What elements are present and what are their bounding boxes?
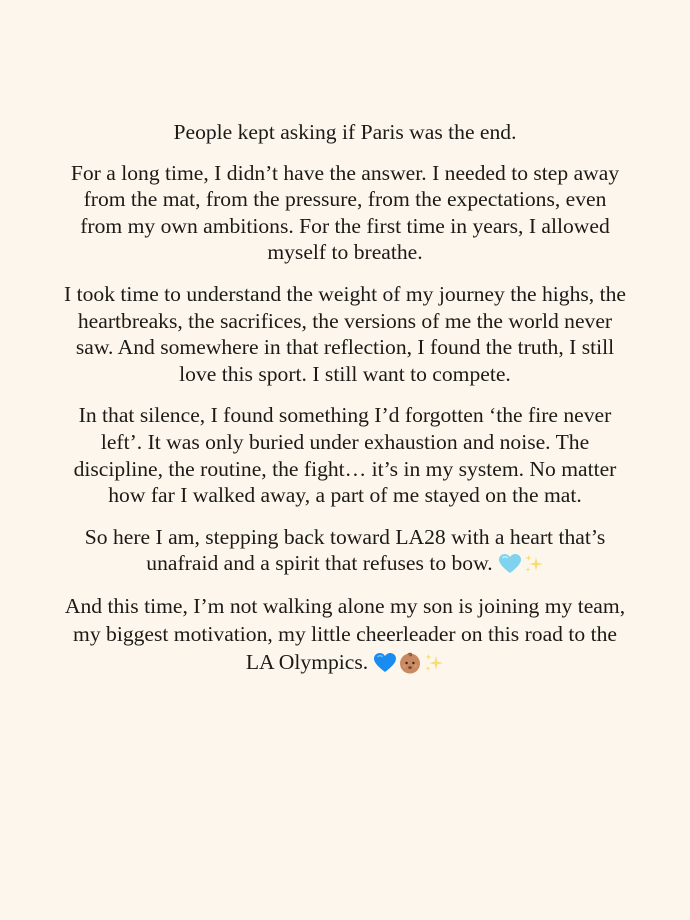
- paragraph-6-emojis: [372, 652, 444, 674]
- paragraph-3-text: I took time to understand the weight of my journey the highs, the heartbreaks, the sacrifices, the versions of me the world never saw. And somewhere in that reflection, I found the truth, I still love this sport. I still want to compete.: [64, 281, 626, 386]
- light-blue-heart-icon: [499, 554, 521, 574]
- paragraph-5-text: So here I am, stepping back toward LA28 with a heart that’s unafraid and a spirit that refuses to bow.: [84, 524, 606, 576]
- paragraph-2-text: For a long time, I didn’t have the answer. I needed to step away from the mat, from the pressure, from the expectations, even from my own ambitions. For the first time in years, I allowed myself to breathe.: [70, 160, 620, 265]
- paragraph-4-text: In that silence, I found something I’d forgotten ‘the fire never left’. It was only buried under exhaustion and noise. The discipline, the routine, the fight… it’s in my system. No matter how far I walked away, a part of me stayed on the mat.: [73, 403, 617, 508]
- sparkles-icon: [524, 554, 544, 574]
- baby-face-icon: [399, 652, 421, 674]
- paragraph-5: [62, 524, 628, 577]
- paragraph-3: [62, 281, 628, 387]
- paragraph-1-text: People kept asking if Paris was the end.: [173, 120, 517, 144]
- statement-document: [0, 119, 690, 691]
- paragraph-5-emojis: [497, 554, 544, 574]
- sparkles-icon: [424, 653, 444, 673]
- paragraph-4: [62, 402, 628, 508]
- paragraph-1: [62, 119, 628, 146]
- paragraph-2: [62, 160, 628, 266]
- paragraph-6-text: And this time, I’m not walking alone my son is joining my team, my biggest motivation, my little cheerleader on this road to the LA Olympics.: [64, 593, 626, 674]
- paragraph-6: [62, 592, 628, 676]
- blue-heart-icon: [374, 653, 396, 673]
